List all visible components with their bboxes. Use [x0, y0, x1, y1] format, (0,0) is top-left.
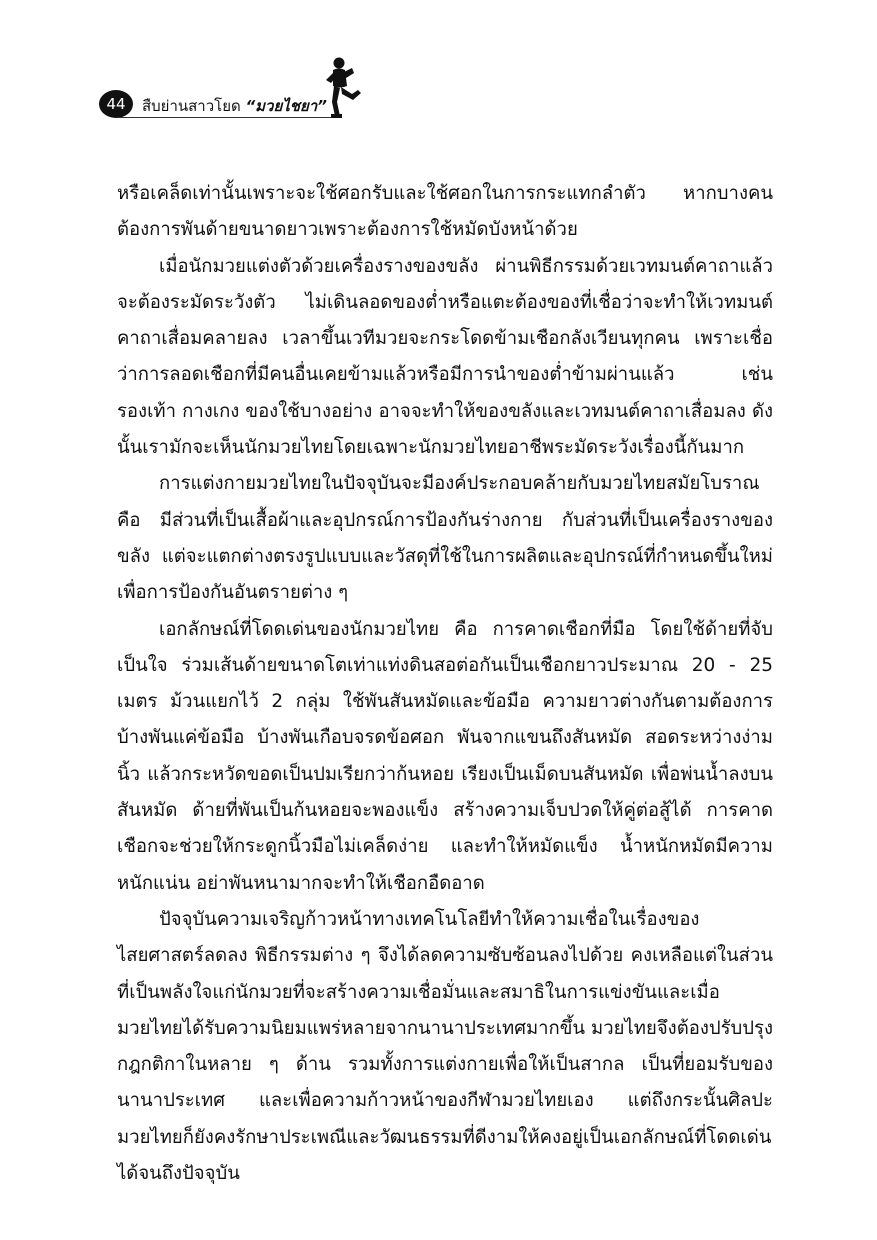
page-header — [0, 0, 877, 130]
page-number-badge: 44 — [99, 90, 133, 118]
article-body — [117, 176, 773, 1192]
muay-thai-fighter-icon — [316, 56, 366, 120]
running-title — [142, 94, 327, 118]
book-title-prefix: สืบย่านสาวโยด — [142, 97, 246, 115]
paragraph: เมื่อนักมวยแต่งตัวด้วยเครื่องรางของขลัง ผ่านพิธีกรรมด้วยเวทมนต์คาถาแล้ว จะต้องระมัดระวังตัว ไม่เดินลอดของต่ำหรือแตะต้องของที่เชื่อว่าจะทำให้เวทมนต์คาถาเสื่อมคลายลง เวลาขึ้นเวทีมวยจะกระโดดข้ามเชือกลังเวียนทุกคน เพราะเชื่อว่าการลอดเชือกที่มีคนอื่นเคยข้ามแล้วหรือมีการนำของต่ำข้ามผ่านแล้ว เช่น รองเท้า กางเกง ของใช้บางอย่าง อาจจะทำให้ของขลังและเวทมนต์คาถาเสื่อมลง ดังนั้นเรามักจะเห็นนักมวยไทยโดยเฉพาะนักมวยไทยอาชีพระมัดระวังเรื่องนี้กันมาก — [117, 255, 773, 459]
paragraph: หรือเคล็ดเท่านั้นเพราะจะใช้ศอกรับและใช้ศอกในการกระแทกลำตัว หากบางคนต้องการพันด้ายขนาดยาวเพราะต้องการใช้หมัดบังหน้าด้วย — [117, 183, 773, 241]
paragraph: การแต่งกายมวยไทยในปัจจุบันจะมีองค์ประกอบคล้ายกับมวยไทยสมัยโบราณ คือ มีส่วนที่เป็นเสื้อผ้าและอุปกรณ์การป้องกันร่างกาย กับส่วนที่เป็นเครื่องรางของขลัง แต่จะแตกต่างตรงรูปแบบและวัสดุที่ใช้ในการผลิตและอุปกรณ์ที่กำหนดขึ้นใหม่เพื่อการป้องกันอันตรายต่าง ๆ — [117, 473, 773, 604]
book-title-main: “มวยไชยา” — [245, 97, 327, 115]
paragraph: เอกลักษณ์ที่โดดเด่นของนักมวยไทย คือ การคาดเชือกที่มือ โดยใช้ด้ายที่จับเป็นใจ ร่วมเส้นด้ายขนาดโตเท่าแท่งดินสอต่อกันเป็นเชือกยาวประมาณ 20 - 25 เมตร ม้วนแยกไว้ 2 กลุ่ม ใช้พันสันหมัดและข้อมือ ความยาวต่างกันตามต้องการ บ้างพันแค่ข้อมือ บ้างพันเกือบจรดข้อศอก พันจากแขนถึงสันหมัด สอดระหว่างง่ามนิ้ว แล้วกระหวัดขอดเป็นปมเรียกว่าก้นหอย เรียงเป็นเม็ดบนสันหมัด เพื่อพ่นน้ำลงบนสันหมัด ด้ายที่พันเป็นก้นหอยจะพองแข็ง สร้างความเจ็บปวดให้คู่ต่อสู้ได้ การคาดเชือกจะช่วยให้กระดูกนิ้วมือไม่เคล็ดง่าย และทำให้หมัดแข็ง น้ำหนักหมัดมีความหนักแน่น อย่าพันหนามากจะทำให้เชือกอืดอาด — [117, 618, 773, 894]
paragraph: ปัจจุบันความเจริญก้าวหน้าทางเทคโนโลยีทำให้ความเชื่อในเรื่องของไสยศาสตร์ลดลง พิธีกรรมต่าง ๆ จึงได้ลดความซับซ้อนลงไปด้วย คงเหลือแต่ในส่วนที่เป็นพลังใจแก่นักมวยที่จะสร้างความเชื่อมั่นและสมาธิในการแข่งขันและเมื่อมวยไทยได้รับความนิยมแพร่หลายจากนานาประเทศมากขึ้น มวยไทยจึงต้องปรับปรุงกฎกติกาในหลาย ๆ ด้าน รวมทั้งการแต่งกายเพื่อให้เป็นสากล เป็นที่ยอมรับของนานาประเทศ และเพื่อความก้าวหน้าของกีฬามวยไทยเอง แต่ถึงกระนั้นศิลปะมวยไทยก็ยังคงรักษาประเพณีและวัฒนธรรมที่ดีงามให้คงอยู่เป็นเอกลักษณ์ที่โดดเด่นได้จนถึงปัจจุบัน — [117, 908, 773, 1185]
header-divider — [118, 117, 336, 118]
